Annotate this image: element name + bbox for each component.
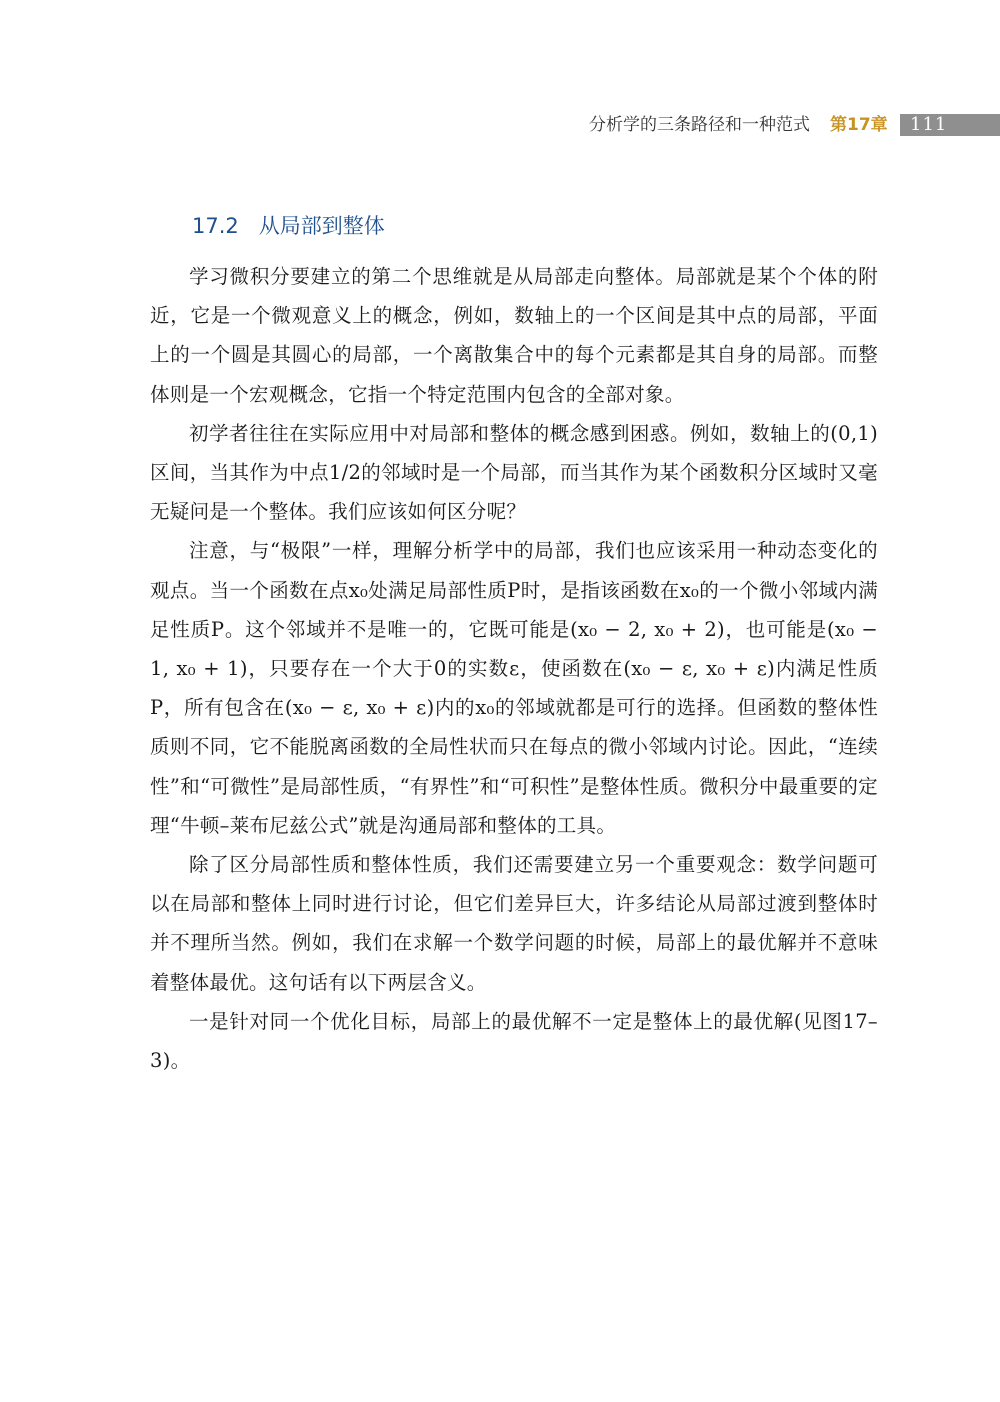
chapter-label: 第17章 bbox=[830, 115, 888, 135]
section-heading: 17.2 从局部到整体 bbox=[192, 214, 385, 238]
paragraph-4: 除了区分局部性质和整体性质，我们还需要建立另一个重要观念：数学问题可以在局部和整体上同时进行讨论，但它们差异巨大，许多结论从局部过渡到整体时并不理所当然。例如，我们在求解一个数学问题的时候，局部上的最优解并不意味着整体最优。这句话有以下两层含义。 bbox=[150, 853, 878, 994]
body-text bbox=[150, 257, 878, 1080]
running-title: 分析学的三条路径和一种范式 bbox=[589, 115, 810, 135]
paragraph-2: 初学者往往在实际应用中对局部和整体的概念感到困惑。例如，数轴上的(0,1)区间，当其作为中点1/2的邻域时是一个局部，而当其作为某个函数积分区域时又毫无疑问是一个整体。我们应该如何区分呢？ bbox=[150, 421, 878, 524]
paragraph-1: 学习微积分要建立的第二个思维就是从局部走向整体。局部就是某个个体的附近，它是一个微观意义上的概念，例如，数轴上的一个区间是其中点的局部，平面上的一个圆是其圆心的局部，一个离散集合中的每个元素都是其自身的局部。而整体则是一个宏观概念，它指一个特定范围内包含的全部对象。 bbox=[150, 265, 878, 406]
paragraph-5: 一是针对同一个优化目标，局部上的最优解不一定是整体上的最优解(见图17–3)。 bbox=[150, 1009, 878, 1073]
running-header bbox=[0, 112, 1000, 138]
paragraph-3: 注意，与“极限”一样，理解分析学中的局部，我们也应该采用一种动态变化的观点。当一个函数在点x₀处满足局部性质P时，是指该函数在x₀的一个微小邻域内满足性质P。这个邻域并不是唯一的，它既可能是(x₀ − 2, x₀ + 2)，也可能是(x₀ − 1, x₀ + 1)，只要存在一个大于0的实数ε，使函数在(x₀ − ε, x₀ + ε)内满足性质P，所有包含在(x₀ − ε, x₀ + ε)内的x₀的邻域就都是可行的选择。但函数的整体性质则不同，它不能脱离函数的全局性状而只在每点的微小邻域内讨论。因此，“连续性”和“可微性”是局部性质，“有界性”和“可积性”是整体性质。微积分中最重要的定理“牛顿–莱布尼兹公式”就是沟通局部和整体的工具。 bbox=[150, 539, 878, 837]
page-number: 111 bbox=[910, 114, 948, 135]
